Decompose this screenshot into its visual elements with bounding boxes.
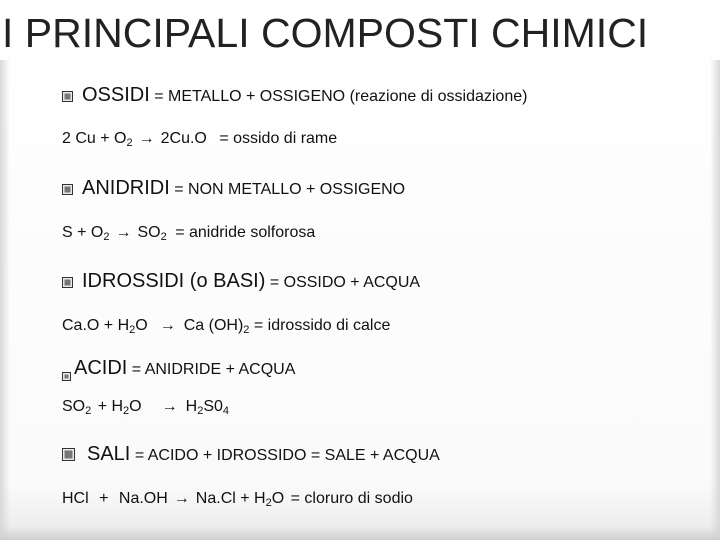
definition-sali: = ACIDO + IDROSSIDO = SALE + ACQUA bbox=[134, 447, 440, 464]
square-bullet-icon bbox=[62, 91, 73, 102]
product: 2Cu.O bbox=[160, 130, 207, 147]
slide-title: I PRINCIPALI COMPOSTI CHIMICI bbox=[2, 10, 649, 56]
subscript: 2 bbox=[197, 405, 204, 417]
slide-right-shade bbox=[710, 60, 720, 540]
term-sali: SALI bbox=[87, 443, 131, 465]
product: Ca (OH) bbox=[183, 317, 244, 334]
subscript: 2 bbox=[243, 324, 250, 336]
definition-ossidi: = METALLO + OSSIGENO (reazione di ossidazione) bbox=[154, 88, 528, 105]
definition-idrossidi: = OSSIDO + ACQUA bbox=[269, 274, 421, 291]
example-sali bbox=[62, 490, 413, 508]
product: H bbox=[185, 398, 198, 415]
arrow-right-icon: → bbox=[161, 398, 178, 415]
product: Na.Cl + H bbox=[195, 490, 266, 507]
arrow-right-icon: → bbox=[159, 317, 176, 334]
example-anidridi bbox=[62, 224, 315, 242]
arrow-right-icon: → bbox=[115, 224, 132, 241]
section-ossidi bbox=[62, 84, 527, 107]
subscript: 2 bbox=[85, 405, 92, 417]
term-acidi: ACIDI bbox=[74, 357, 128, 379]
section-sali bbox=[62, 443, 440, 466]
subscript: 2 bbox=[265, 497, 272, 509]
section-acidi bbox=[62, 357, 295, 381]
example-note: = cloruro di sodio bbox=[290, 490, 413, 507]
example-note: = anidride solforosa bbox=[175, 224, 316, 241]
product: SO bbox=[137, 224, 161, 241]
subscript: 4 bbox=[222, 405, 230, 417]
subscript: 2 bbox=[129, 324, 136, 336]
subscript: 2 bbox=[126, 137, 133, 149]
square-bullet-icon bbox=[62, 277, 73, 288]
section-anidridi bbox=[62, 177, 405, 200]
subscript: 2 bbox=[103, 231, 110, 243]
example-acidi bbox=[62, 398, 229, 416]
product-tail: O bbox=[271, 490, 285, 507]
reagent-tail: O bbox=[135, 317, 148, 334]
reagent: + H bbox=[97, 398, 124, 415]
square-bullet-icon bbox=[62, 448, 75, 461]
section-idrossidi bbox=[62, 270, 420, 293]
reagent: HCl + Na.OH bbox=[62, 490, 168, 507]
subscript: 2 bbox=[160, 231, 167, 243]
arrow-right-icon: → bbox=[173, 490, 190, 507]
subscript: 2 bbox=[123, 405, 130, 417]
reagent: Ca.O + H bbox=[62, 317, 130, 334]
definition-anidridi: = NON METALLO + OSSIGENO bbox=[174, 181, 406, 198]
reagent: 2 Cu + O bbox=[62, 130, 127, 147]
example-note: = idrossido di calce bbox=[253, 317, 391, 334]
example-note: = ossido di rame bbox=[219, 130, 338, 147]
term-ossidi: OSSIDI bbox=[82, 84, 150, 106]
definition-acidi: = ANIDRIDE + ACQUA bbox=[131, 361, 296, 378]
example-ossidi bbox=[62, 130, 337, 148]
reagent: SO bbox=[62, 398, 86, 415]
slide-left-shade bbox=[0, 60, 10, 540]
reagent: S + O bbox=[62, 224, 104, 241]
example-idrossidi bbox=[62, 317, 390, 335]
term-idrossidi: IDROSSIDI (o BASI) bbox=[82, 270, 266, 292]
reagent-tail: O bbox=[129, 398, 142, 415]
square-bullet-icon bbox=[62, 372, 71, 381]
product-mid: S0 bbox=[203, 398, 223, 415]
slide-bottom-shade bbox=[0, 526, 720, 540]
arrow-right-icon: → bbox=[138, 130, 155, 147]
term-anidridi: ANIDRIDI bbox=[82, 177, 170, 199]
square-bullet-icon bbox=[62, 184, 73, 195]
